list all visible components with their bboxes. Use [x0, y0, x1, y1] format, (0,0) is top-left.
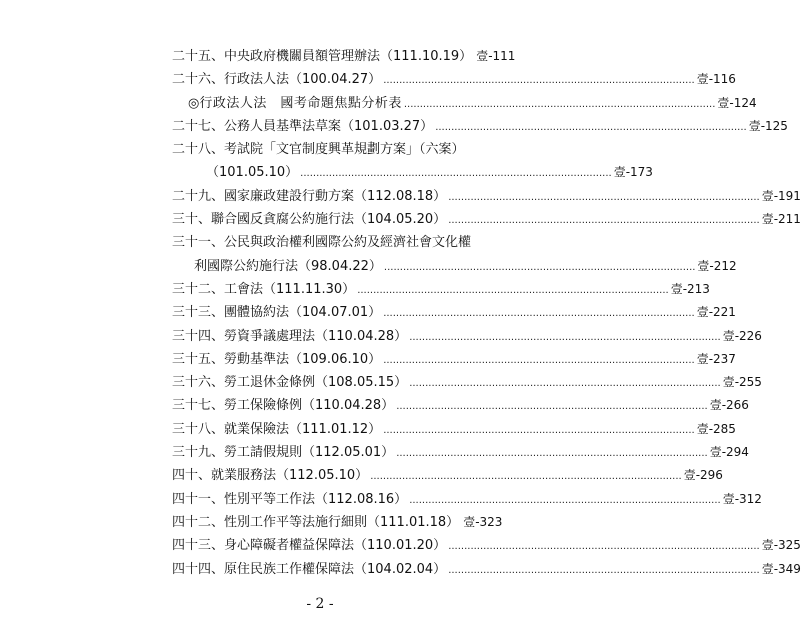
entry-page-ref: 壹-285 — [696, 421, 736, 436]
entry-number: 三十五、 — [172, 351, 225, 367]
entry-title: 團體協約法（104.07.01） — [224, 305, 382, 321]
entry-number: 二十七、 — [172, 118, 225, 134]
entry-number: 三十四、 — [172, 328, 225, 344]
entry-title: 勞資爭議處理法（110.04.28） — [224, 328, 408, 344]
entry-number: 四十四、 — [172, 561, 225, 577]
toc-line — [172, 351, 736, 375]
entry-page-ref: 壹-266 — [709, 398, 749, 413]
dot-leader: .................................................................................................. — [357, 284, 669, 296]
entry-title: 身心障礙者權益保障法（110.01.20） — [224, 538, 447, 554]
entry-page-ref: 壹-294 — [709, 445, 749, 460]
toc-line — [172, 95, 757, 119]
toc-entry — [172, 305, 736, 328]
dot-leader: .................................................................................................. — [383, 261, 696, 273]
toc-line-continued — [172, 258, 737, 282]
entry-title: 原住民族工作權保障法（104.02.04） — [224, 561, 447, 577]
toc-line — [172, 421, 736, 445]
entry-number: 四十三、 — [172, 538, 225, 554]
entry-page-ref: 壹-211 — [761, 212, 801, 227]
toc-line — [172, 538, 801, 561]
toc-line — [172, 118, 788, 142]
entry-page-ref: 壹-212 — [697, 258, 737, 273]
entry-title: 就業服務法（112.05.10） — [211, 468, 369, 484]
entry-number: 四十一、 — [172, 491, 225, 507]
entry-title: 勞工請假規則（112.05.01） — [224, 445, 395, 461]
entry-number: ◎ — [188, 95, 200, 111]
toc-line — [172, 398, 749, 421]
entry-number: 四十、 — [172, 468, 212, 484]
entry-page-ref: 壹-124 — [717, 95, 757, 110]
entry-page-ref: 壹-323 — [463, 514, 503, 529]
entry-page-ref: 壹-349 — [761, 561, 801, 576]
toc-line — [172, 281, 710, 305]
toc-line — [172, 561, 801, 585]
entry-number: 二十六、 — [172, 72, 225, 88]
entry-page-ref: 壹-312 — [722, 491, 762, 506]
toc-line — [172, 375, 762, 398]
toc-line — [172, 212, 801, 235]
entry-title: 公民與政治權利國際公約及經濟社會文化權 — [224, 235, 472, 251]
dot-leader: .................................................................................................. — [396, 448, 708, 460]
entry-title: 中央政府機關員額管理辦法（111.10.19） — [224, 49, 473, 64]
entry-number: 四十二、 — [172, 514, 225, 530]
entry-number: 三十六、 — [172, 375, 225, 391]
entry-page-ref: 壹-237 — [696, 351, 736, 366]
toc-entry — [172, 142, 653, 189]
toc-entry — [172, 514, 503, 538]
toc-entry — [172, 188, 801, 212]
toc-line — [172, 142, 492, 165]
toc-line-continued — [172, 165, 653, 188]
toc-entry — [172, 421, 736, 445]
toc-entry — [172, 235, 737, 282]
dot-leader: .................................................................................................. — [370, 471, 682, 483]
entry-number: 三十八、 — [172, 421, 225, 437]
entry-page-ref: 壹-213 — [670, 281, 710, 296]
dot-leader: .................................................................................................. — [409, 331, 721, 343]
entry-title-continued: 利國際公約施行法（98.04.22） — [194, 258, 382, 274]
entry-page-ref: 壹-173 — [613, 165, 653, 180]
entry-title: 國家廉政建設行動方案（112.08.18） — [224, 188, 447, 204]
entry-number: 三十三、 — [172, 305, 225, 321]
entry-title: 勞動基準法（109.06.10） — [224, 351, 382, 367]
toc-entry — [172, 538, 801, 561]
toc-line — [172, 491, 762, 515]
entry-number: 三十二、 — [172, 281, 225, 297]
toc-line — [172, 235, 492, 258]
table-of-contents — [172, 49, 801, 585]
toc-line — [172, 468, 723, 491]
toc-entry — [172, 468, 723, 491]
toc-line — [172, 328, 762, 352]
toc-entry — [172, 212, 801, 235]
dot-leader: .................................................................................................. — [448, 541, 760, 553]
entry-title: 就業保險法（111.01.12） — [224, 421, 382, 437]
dot-leader: .................................................................................................. — [448, 564, 760, 576]
entry-title: 性別平等工作法（112.08.16） — [224, 491, 408, 507]
entry-page-ref: 壹-116 — [696, 72, 736, 87]
toc-entry — [172, 445, 749, 468]
entry-number: 二十九、 — [172, 188, 225, 204]
toc-line — [172, 49, 516, 72]
dot-leader: .................................................................................................. — [448, 215, 760, 227]
entry-title: 工會法（111.11.30） — [224, 281, 356, 297]
entry-title: 公務人員基準法草案（101.03.27） — [224, 118, 434, 134]
entry-number: 二十八、 — [172, 142, 225, 158]
toc-entry — [172, 561, 801, 585]
entry-page-ref: 壹-255 — [722, 375, 762, 390]
dot-leader: .................................................................................................. — [383, 308, 695, 320]
toc-line — [172, 72, 736, 95]
entry-number: 二十五、 — [172, 49, 225, 64]
dot-leader: .................................................................................................. — [409, 378, 721, 390]
entry-page-ref: 壹-296 — [683, 468, 723, 483]
toc-line — [172, 305, 736, 328]
entry-title: 勞工保險條例（110.04.28） — [224, 398, 395, 414]
dot-leader: .................................................................................................. — [435, 121, 747, 133]
entry-page-ref: 壹-111 — [476, 49, 516, 63]
toc-entry — [172, 328, 762, 352]
dot-leader: .................................................................................................. — [403, 98, 716, 110]
entry-number: 三十九、 — [172, 445, 225, 461]
entry-title: 勞工退休金條例（108.05.15） — [224, 375, 408, 391]
entry-page-ref: 壹-325 — [761, 538, 801, 553]
dot-leader: .................................................................................................. — [383, 424, 695, 436]
entry-page-ref: 壹-221 — [696, 305, 736, 320]
entry-title: 性別工作平等法施行細則（111.01.18） — [224, 514, 460, 530]
toc-entry — [172, 118, 788, 142]
dot-leader: .................................................................................................. — [383, 354, 695, 366]
entry-page-ref: 壹-191 — [761, 188, 801, 203]
entry-title: 考試院「文官制度興革規劃方案」（六案） — [224, 142, 465, 158]
toc-entry — [172, 49, 516, 72]
dot-leader: .................................................................................................. — [396, 401, 708, 413]
dot-leader: .................................................................................................. — [409, 494, 721, 506]
entry-title: 行政法人法（100.04.27） — [224, 72, 382, 88]
page-number: - 2 - — [306, 596, 334, 612]
dot-leader: .................................................................................................. — [448, 191, 760, 203]
toc-entry — [172, 398, 749, 421]
toc-entry — [172, 491, 762, 515]
toc-line — [172, 445, 749, 468]
toc-line — [172, 514, 503, 538]
entry-title-continued: （101.05.10） — [206, 165, 299, 181]
entry-number: 三十七、 — [172, 398, 225, 414]
toc-entry — [172, 281, 710, 305]
toc-entry — [172, 375, 762, 398]
dot-leader: .................................................................................................. — [383, 75, 695, 87]
dot-leader: .................................................................................................. — [300, 168, 612, 180]
entry-number: 三十一、 — [172, 235, 225, 251]
toc-entry — [172, 351, 736, 375]
toc-entry — [172, 72, 736, 95]
entry-page-ref: 壹-125 — [748, 118, 788, 133]
toc-line — [172, 188, 801, 212]
entry-title: 行政法人法 國考命題焦點分析表 — [199, 95, 402, 111]
entry-page-ref: 壹-226 — [722, 328, 762, 343]
entry-number: 三十、 — [172, 212, 212, 228]
toc-entry — [172, 95, 757, 119]
entry-title: 聯合國反貪腐公約施行法（104.05.20） — [211, 212, 447, 228]
